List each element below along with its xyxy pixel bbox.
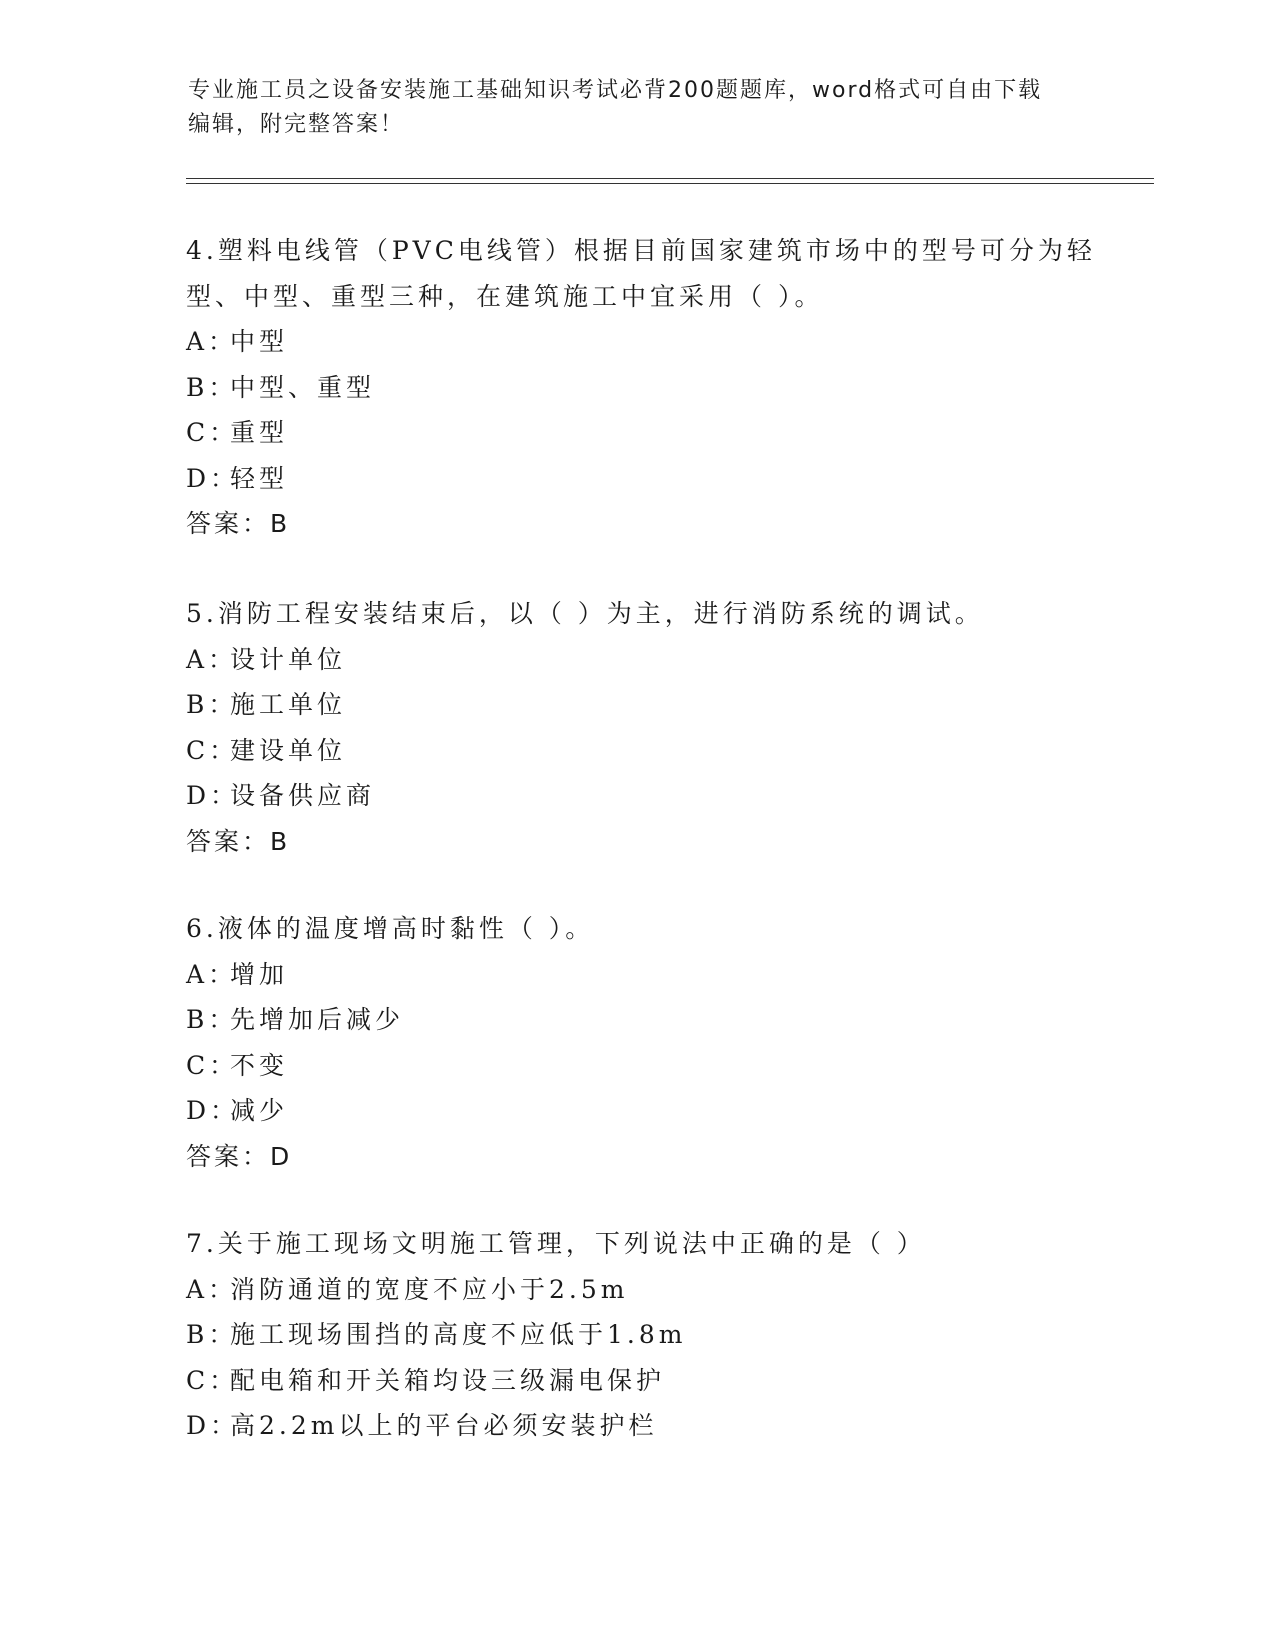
- option-letter: A：: [186, 959, 238, 989]
- option-b: [186, 365, 1086, 411]
- question-5: [186, 591, 1086, 864]
- header-divider-bottom: [186, 183, 1154, 184]
- option-letter: C：: [186, 418, 239, 447]
- question-stem: 5.消防工程安装结束后，以（ ）为主，进行消防系统的调试。: [186, 599, 984, 628]
- option-c: [186, 1043, 1086, 1089]
- option-letter: A：: [186, 1274, 238, 1304]
- option-d: [186, 1403, 1086, 1449]
- option-letter: D：: [186, 463, 240, 493]
- option-letter: D：: [186, 1411, 240, 1440]
- option-text: 配电箱和开关箱均设三级漏电保护: [230, 1365, 666, 1395]
- option-text: 消防通道的宽度不应小于2.5m: [230, 1274, 629, 1304]
- option-letter: D：: [186, 1096, 240, 1125]
- option-text: 增加: [230, 959, 289, 989]
- header-title-line-1: 专业施工员之设备安装施工基础知识考试必背200题题库，word格式可自由下载: [188, 78, 1043, 103]
- option-c: [186, 728, 1086, 774]
- option-text: 先增加后减少: [230, 1005, 405, 1034]
- option-letter: B：: [186, 1320, 238, 1349]
- option-text: 减少: [230, 1096, 289, 1125]
- option-letter: B：: [186, 690, 238, 719]
- option-text: 施工现场围挡的高度不应低于1.8m: [230, 1320, 687, 1349]
- question-stem: 4.塑料电线管（PVC电线管）根据目前国家建筑市场中的型号可分为轻: [186, 236, 1096, 265]
- document-header: [188, 74, 1088, 142]
- option-text: 中型: [230, 327, 289, 356]
- answer-line: 答案：D: [186, 1141, 293, 1171]
- option-b: [186, 682, 1086, 728]
- option-a: [186, 637, 1086, 683]
- option-letter: A：: [186, 327, 238, 356]
- option-d: [186, 1088, 1086, 1134]
- answer-line: 答案：B: [186, 826, 291, 856]
- option-b: [186, 1312, 1086, 1358]
- answer-line: 答案：B: [186, 509, 291, 538]
- option-a: [186, 952, 1086, 998]
- option-letter: C：: [186, 735, 239, 765]
- option-text: 轻型: [230, 463, 289, 493]
- option-text: 不变: [230, 1050, 289, 1080]
- option-letter: C：: [186, 1365, 239, 1395]
- question-4: [186, 228, 1096, 547]
- option-letter: C：: [186, 1050, 239, 1080]
- option-a: [186, 1267, 1086, 1313]
- header-divider-top: [186, 178, 1154, 179]
- option-text: 设计单位: [230, 644, 347, 674]
- option-text: 中型、重型: [230, 372, 376, 402]
- option-text: 设备供应商: [230, 781, 376, 810]
- option-d: [186, 773, 1086, 819]
- question-6: [186, 906, 1086, 1179]
- option-letter: B：: [186, 372, 238, 402]
- option-c: [186, 410, 1086, 456]
- option-text: 重型: [230, 418, 289, 447]
- option-letter: A：: [186, 644, 238, 674]
- option-b: [186, 997, 1086, 1043]
- question-7: [186, 1221, 1086, 1449]
- option-a: [186, 319, 1086, 365]
- header-title-line-2: 编辑，附完整答案！: [188, 112, 405, 137]
- option-letter: B：: [186, 1005, 238, 1034]
- option-c: [186, 1358, 1086, 1404]
- question-stem: 6.液体的温度增高时黏性（ ）。: [186, 914, 595, 943]
- question-stem-continued: 型、中型、重型三种，在建筑施工中宜采用（ ）。: [186, 281, 824, 311]
- option-text: 建设单位: [230, 735, 347, 765]
- option-letter: D：: [186, 781, 240, 810]
- option-text: 施工单位: [230, 690, 347, 719]
- option-text: 高2.2m以上的平台必须安装护栏: [230, 1411, 658, 1440]
- option-d: [186, 456, 1086, 502]
- question-stem: 7.关于施工现场文明施工管理，下列说法中正确的是（ ）: [186, 1229, 926, 1258]
